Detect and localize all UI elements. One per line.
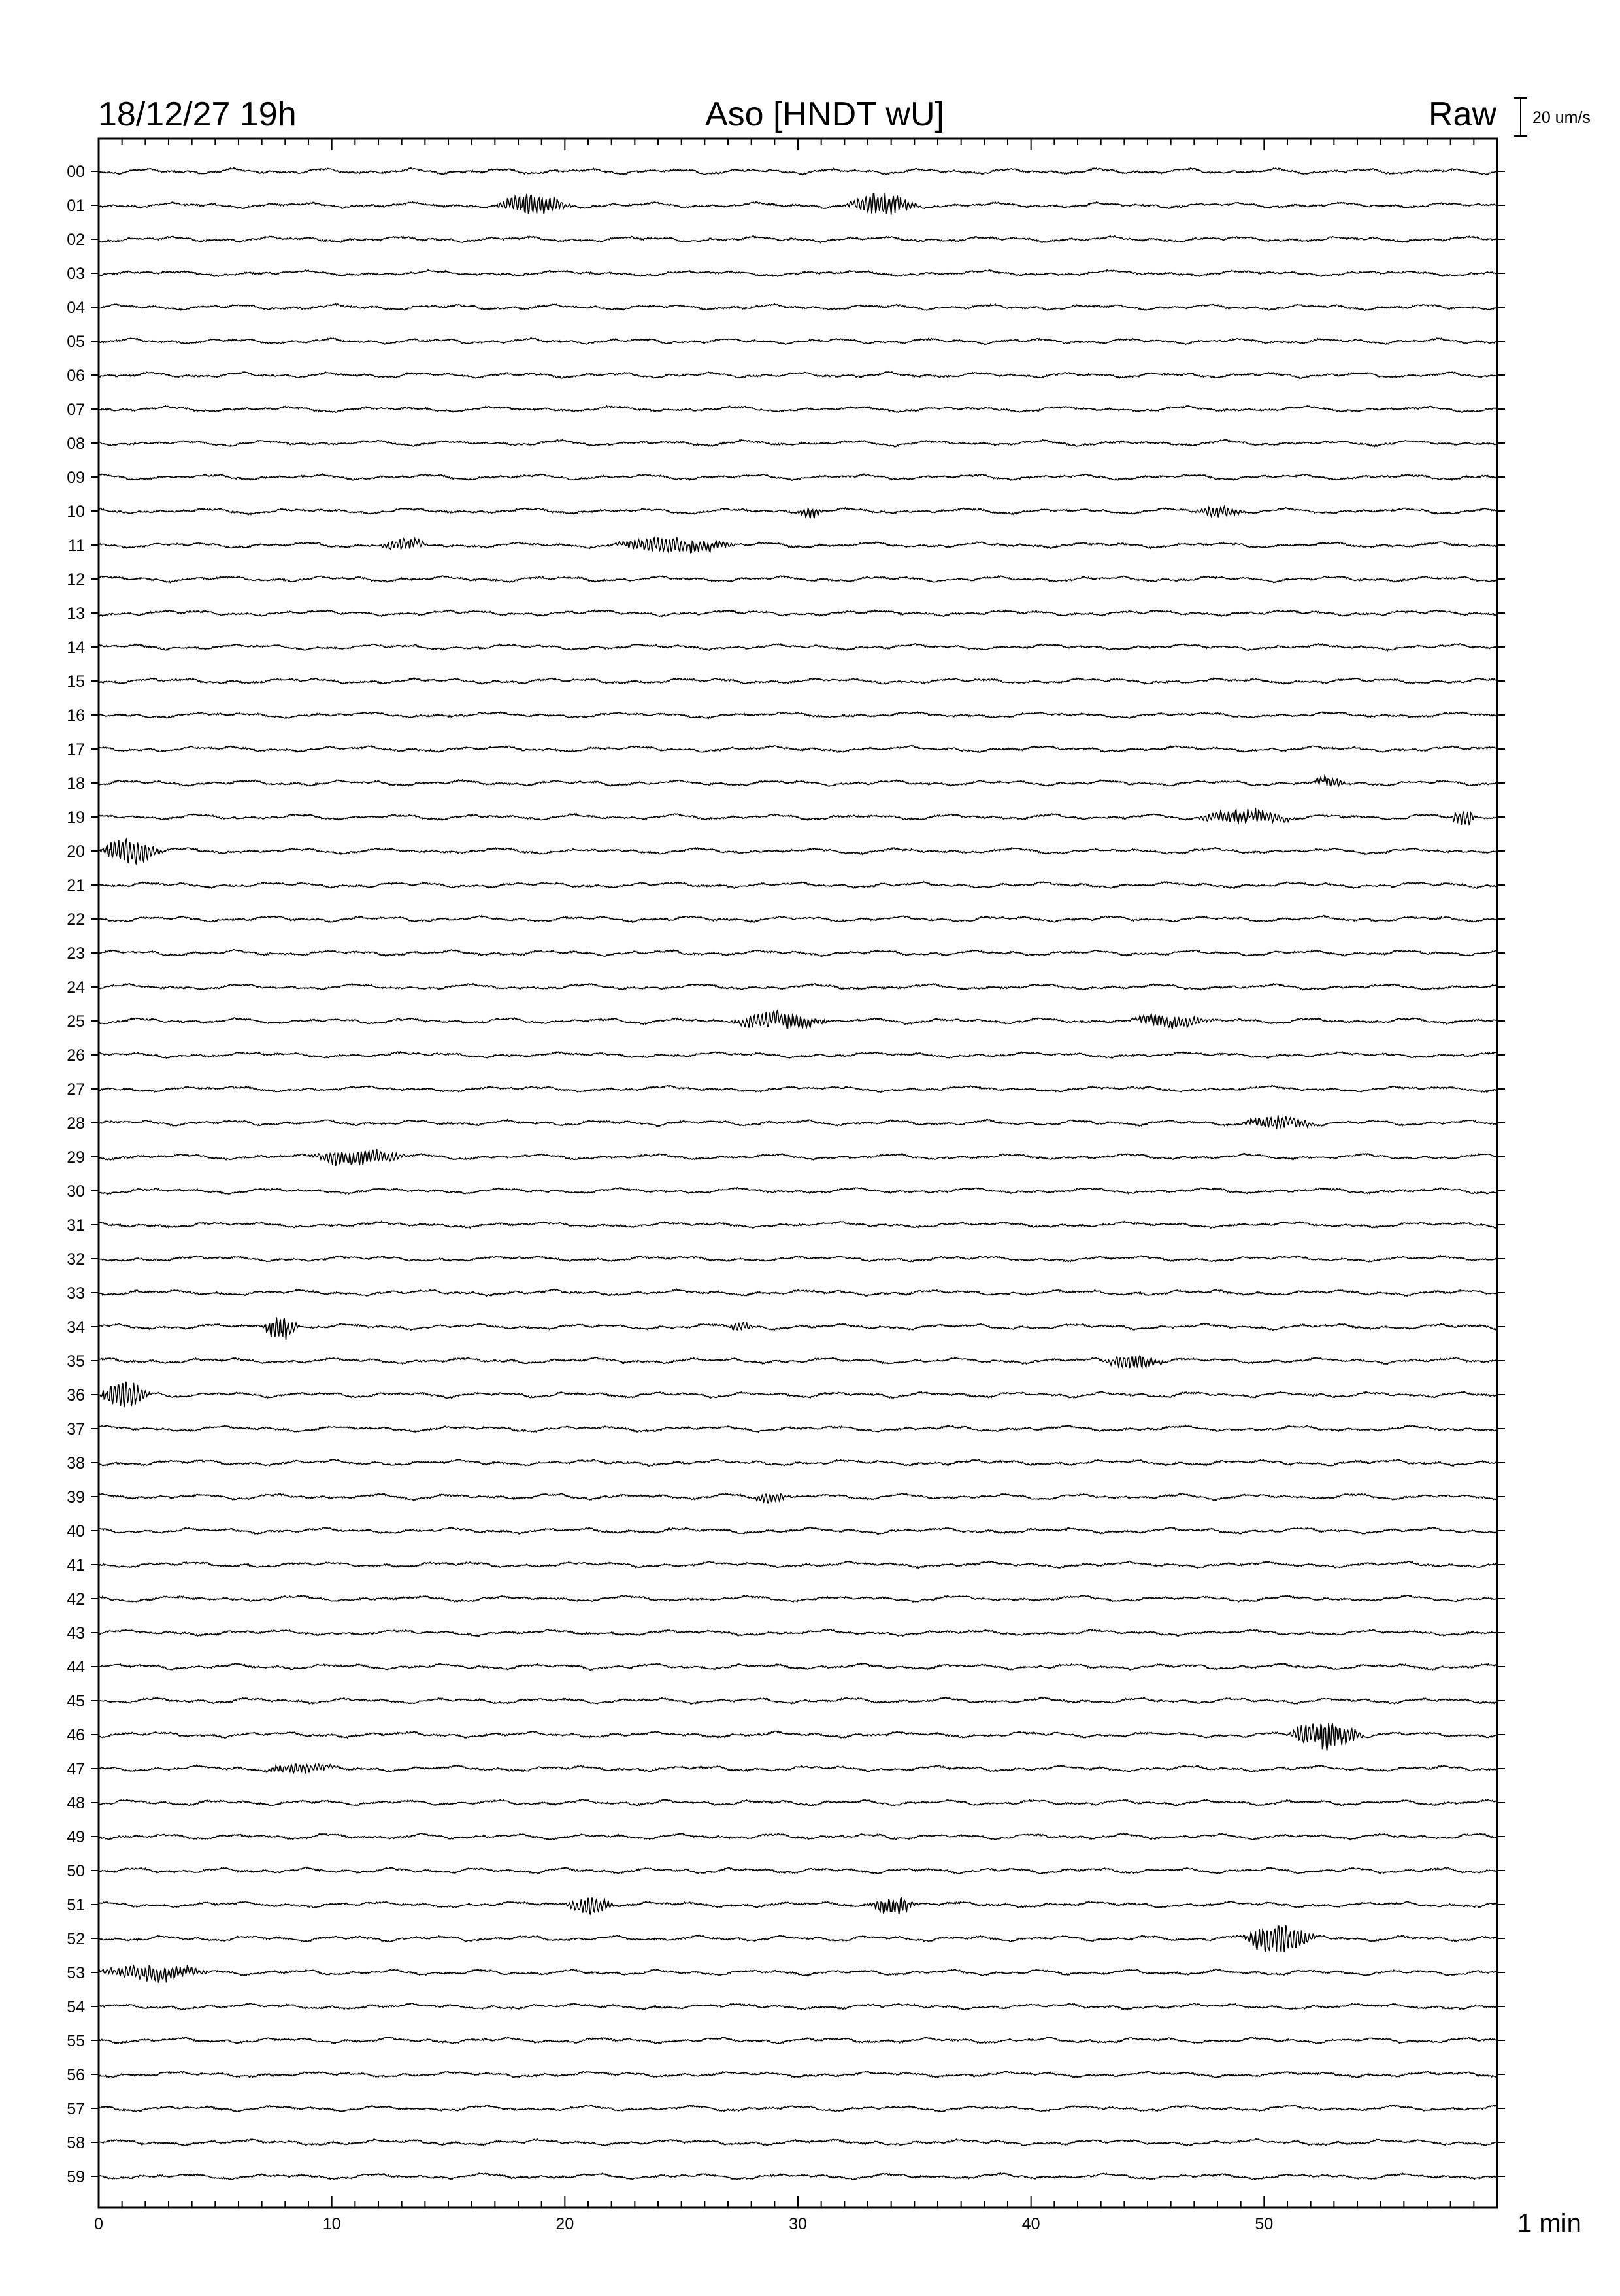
row-label: 32	[67, 1250, 85, 1269]
row-label: 51	[67, 1896, 85, 1914]
trace-row-17	[99, 746, 1497, 753]
row-label: 44	[67, 1658, 85, 1676]
row-label: 22	[67, 910, 85, 929]
trace-row-50	[99, 1867, 1497, 1874]
row-label: 29	[67, 1148, 85, 1167]
row-label: 35	[67, 1352, 85, 1371]
row-label: 06	[67, 367, 85, 385]
row-label: 45	[67, 1692, 85, 1710]
row-label: 07	[67, 401, 85, 419]
trace-row-55	[99, 2037, 1497, 2044]
x-tick-label: 10	[322, 2215, 341, 2233]
row-label: 10	[67, 503, 85, 521]
x-tick-label: 40	[1021, 2215, 1040, 2233]
trace-row-48	[99, 1799, 1497, 1806]
trace-row-47	[99, 1764, 1497, 1774]
header-datetime: 18/12/27 19h	[98, 95, 297, 133]
row-label: 17	[67, 740, 85, 759]
trace-row-01	[99, 193, 1497, 215]
row-label: 14	[67, 639, 85, 657]
row-label: 37	[67, 1420, 85, 1439]
row-label: 41	[67, 1556, 85, 1574]
row-label: 18	[67, 774, 85, 793]
trace-row-13	[99, 610, 1497, 617]
trace-row-05	[99, 338, 1497, 345]
trace-row-44	[99, 1663, 1497, 1671]
x-tick-label: 50	[1255, 2215, 1274, 2233]
row-label: 00	[67, 163, 85, 181]
row-label: 52	[67, 1930, 85, 1948]
traces	[99, 168, 1497, 2180]
row-label: 03	[67, 265, 85, 283]
trace-row-35	[99, 1356, 1497, 1368]
trace-row-33	[99, 1289, 1497, 1297]
row-label: 55	[67, 2032, 85, 2050]
trace-row-21	[99, 882, 1497, 888]
trace-row-30	[99, 1188, 1497, 1195]
trace-row-45	[99, 1697, 1497, 1704]
row-label: 23	[67, 944, 85, 963]
row-label: 47	[67, 1760, 85, 1778]
minute-minor-ticks	[99, 139, 1497, 2208]
row-label: 50	[67, 1862, 85, 1880]
trace-row-36	[99, 1382, 1497, 1407]
row-label: 33	[67, 1284, 85, 1303]
header-mode: Raw	[1428, 95, 1496, 133]
trace-row-04	[99, 304, 1497, 311]
row-label: 19	[67, 808, 85, 827]
row-label: 28	[67, 1114, 85, 1133]
row-label: 24	[67, 978, 85, 997]
trace-row-32	[99, 1256, 1497, 1262]
row-label: 16	[67, 707, 85, 725]
trace-row-14	[99, 644, 1497, 651]
trace-row-18	[99, 776, 1497, 786]
row-label: 02	[67, 231, 85, 249]
x-tick-label: 20	[555, 2215, 574, 2233]
trace-row-11	[99, 537, 1497, 553]
trace-row-09	[99, 474, 1497, 480]
row-label: 25	[67, 1012, 85, 1031]
trace-row-19	[99, 808, 1497, 825]
trace-row-03	[99, 270, 1497, 276]
row-label: 11	[68, 537, 85, 555]
row-labels	[67, 163, 85, 2186]
trace-row-43	[99, 1629, 1497, 1637]
trace-row-07	[99, 406, 1497, 412]
x-tick-label: 0	[94, 2215, 103, 2233]
trace-row-38	[99, 1459, 1497, 1467]
row-label: 39	[67, 1488, 85, 1506]
trace-row-23	[99, 950, 1497, 956]
row-label: 01	[67, 197, 85, 215]
row-label: 08	[67, 435, 85, 453]
trace-row-24	[99, 984, 1497, 990]
trace-row-58	[99, 2139, 1497, 2146]
x-axis-ticks	[94, 2215, 1273, 2233]
trace-row-39	[99, 1493, 1497, 1503]
trace-row-20	[99, 838, 1497, 863]
x-tick-label: 30	[789, 2215, 807, 2233]
row-label: 49	[67, 1828, 85, 1846]
row-label: 30	[67, 1182, 85, 1201]
row-label: 05	[67, 333, 85, 351]
row-label: 38	[67, 1454, 85, 1472]
trace-row-00	[99, 168, 1497, 175]
scale-label: 20 um/s	[1532, 108, 1591, 127]
row-label: 53	[67, 1964, 85, 1982]
trace-row-54	[99, 2003, 1497, 2010]
amplitude-scale-bar	[1514, 98, 1591, 136]
trace-row-15	[99, 678, 1497, 684]
row-label: 40	[67, 1522, 85, 1540]
row-label: 54	[67, 1998, 85, 2016]
plot-frame	[99, 139, 1497, 2208]
trace-row-26	[99, 1052, 1497, 1058]
trace-row-31	[99, 1222, 1497, 1229]
row-label: 26	[67, 1046, 85, 1065]
header-title: Aso [HNDT wU]	[705, 95, 944, 133]
row-label: 56	[67, 2066, 85, 2084]
trace-row-22	[99, 916, 1497, 923]
row-label: 43	[67, 1624, 85, 1642]
trace-row-06	[99, 372, 1497, 379]
row-ticks	[91, 171, 1505, 2176]
x-axis-label: 1 min	[1517, 2209, 1581, 2238]
trace-row-16	[99, 712, 1497, 718]
row-label: 13	[67, 605, 85, 623]
row-label: 31	[67, 1216, 85, 1235]
row-label: 04	[67, 299, 85, 317]
trace-row-02	[99, 236, 1497, 243]
row-label: 58	[67, 2134, 85, 2152]
trace-row-52	[99, 1925, 1497, 1952]
row-label: 57	[67, 2100, 85, 2118]
trace-row-25	[99, 1010, 1497, 1029]
row-label: 59	[67, 2168, 85, 2186]
trace-row-34	[99, 1318, 1497, 1340]
row-label: 12	[67, 571, 85, 589]
trace-row-10	[99, 507, 1497, 519]
trace-row-56	[99, 2071, 1497, 2078]
trace-row-27	[99, 1086, 1497, 1093]
trace-row-53	[99, 1966, 1497, 1983]
trace-row-29	[99, 1149, 1497, 1166]
row-label: 48	[67, 1794, 85, 1812]
row-label: 27	[67, 1080, 85, 1099]
row-label: 21	[67, 876, 85, 895]
row-label: 20	[67, 842, 85, 861]
trace-row-12	[99, 576, 1497, 583]
trace-row-49	[99, 1833, 1497, 1840]
row-label: 42	[67, 1590, 85, 1608]
row-label: 34	[67, 1318, 85, 1337]
trace-row-59	[99, 2173, 1497, 2180]
trace-row-41	[99, 1561, 1497, 1569]
trace-row-57	[99, 2105, 1497, 2112]
trace-row-42	[99, 1595, 1497, 1602]
row-label: 09	[67, 469, 85, 487]
trace-row-37	[99, 1425, 1497, 1432]
row-label: 46	[67, 1726, 85, 1744]
trace-row-46	[99, 1723, 1497, 1751]
trace-row-51	[99, 1897, 1497, 1914]
trace-row-08	[99, 440, 1497, 447]
row-label: 36	[67, 1386, 85, 1405]
trace-row-40	[99, 1527, 1497, 1535]
row-label: 15	[67, 673, 85, 691]
trace-row-28	[99, 1115, 1497, 1129]
